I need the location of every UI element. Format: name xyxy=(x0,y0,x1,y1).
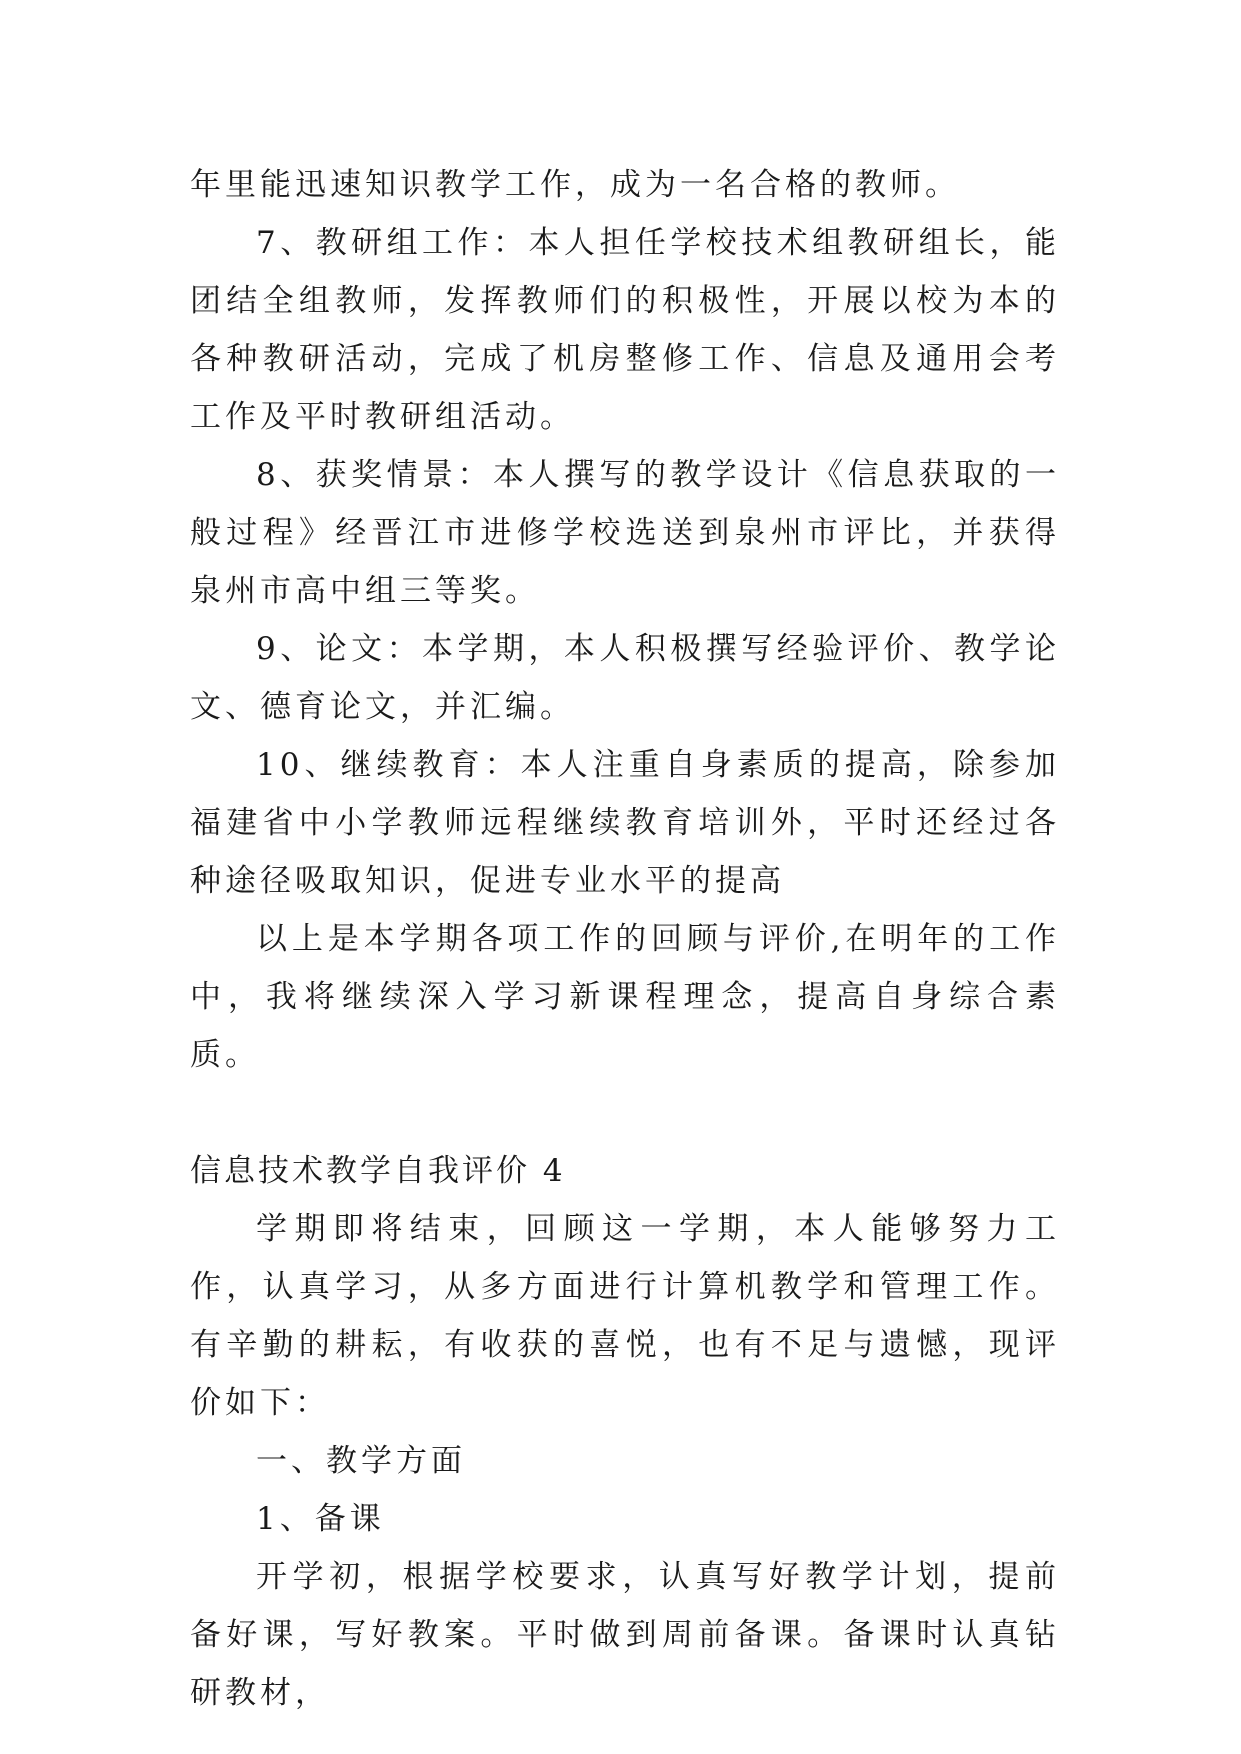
paragraph-summary: 以上是本学期各项工作的回顾与评价,在明年的工作中，我将继续深入学习新课程理念，提高自身综合素质。 xyxy=(190,921,1060,1073)
paragraph-intro: 学期即将结束，回顾这一学期，本人能够努力工作，认真学习，从多方面进行计算机教学和管理工作。有辛勤的耕耘，有收获的喜悦，也有不足与遗憾，现评价如下： xyxy=(190,1211,1060,1421)
paragraph-continuation: 年里能迅速知识教学工作，成为一名合格的教师。 xyxy=(190,167,960,203)
subheading-teaching: 一、教学方面 xyxy=(256,1443,466,1479)
subheading-lesson-prep: 1、备课 xyxy=(256,1501,385,1537)
paragraph-item-7: 7、教研组工作：本人担任学校技术组教研组长，能团结全组教师，发挥教师们的积极性，开展以校为本的各种教研活动，完成了机房整修工作、信息及通用会考工作及平时教研组活动。 xyxy=(190,225,1060,435)
paragraph-lesson-prep: 开学初，根据学校要求，认真写好教学计划，提前备好课，写好教案。平时做到周前备课。备课时认真钻研教材， xyxy=(190,1559,1060,1711)
paragraph-item-10: 10、继续教育：本人注重自身素质的提高，除参加福建省中小学教师远程继续教育培训外，平时还经过各种途径吸取知识，促进专业水平的提高 xyxy=(190,747,1060,899)
paragraph-item-8: 8、获奖情景：本人撰写的教学设计《信息获取的一般过程》经晋江市进修学校选送到泉州市评比，并获得泉州市高中组三等奖。 xyxy=(190,457,1060,609)
document-body xyxy=(190,156,1060,1722)
paragraph-item-9: 9、论文：本学期，本人积极撰写经验评价、教学论文、德育论文，并汇编。 xyxy=(190,631,1060,725)
section-heading: 信息技术教学自我评价 4 xyxy=(190,1153,566,1189)
